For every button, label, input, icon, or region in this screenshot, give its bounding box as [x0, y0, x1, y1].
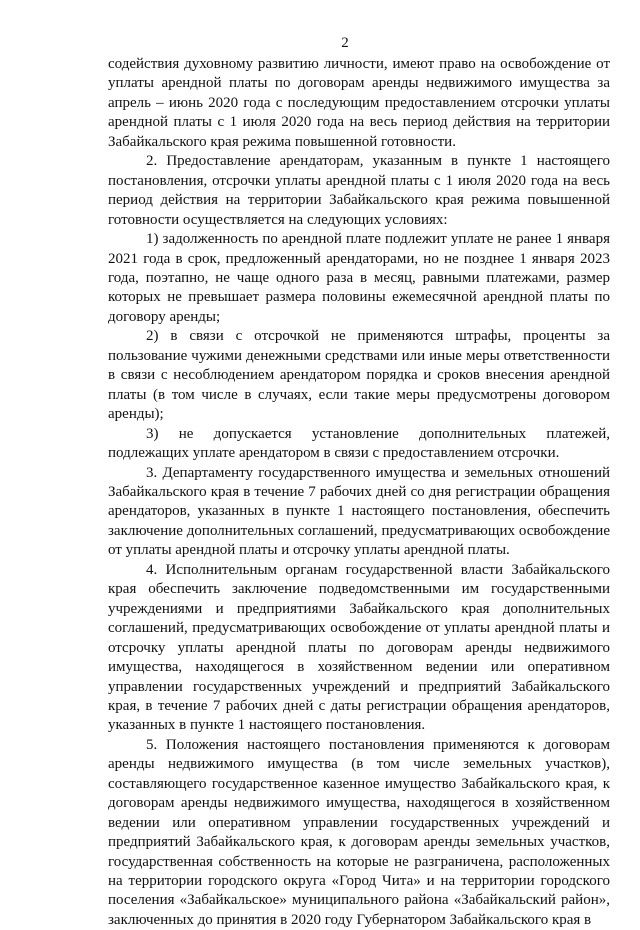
paragraph-subitem-3: 3) не допускается установление дополнительных платежей, подлежащих уплате арендатором в связи с предоставлением отсрочки.: [108, 425, 610, 462]
paragraph-item-4: 4. Исполнительным органам государственной власти Забайкальского края обеспечить заключение подведомственными им государственными учреждениями и предприятиями Забайкальского края дополнительных соглашений, предусматривающих освобождение от уплаты арендной платы и отсрочку уплаты арендной платы по договорам аренды недвижимого имущества, находящегося в хозяйственном ведении или оперативном управлении государственных учреждений и предприятий Забайкальского края, в течение 7 рабочих дней с даты регистрации обращения арендаторов, указанных в пункте 1 настоящего постановления.: [108, 561, 610, 734]
paragraph-subitem-1: 1) задолженность по арендной плате подлежит уплате не ранее 1 января 2021 года в срок, предложенный арендаторами, но не позднее 1 января 2023 года, поэтапно, не чаще одного раза в месяц, равными платежами, размер которых не превышает размера половины ежемесячной арендной платы по договору аренды;: [108, 231, 610, 325]
paragraph-item-2: 2. Предоставление арендаторам, указанным в пункте 1 настоящего постановления, отсрочки уплаты арендной платы с 1 июля 2020 года на весь период действия на территории Забайкальского края режима повышенной готовности осуществляется на следующих условиях:: [108, 153, 610, 228]
paragraph-item-3: 3. Департаменту государственного имущества и земельных отношений Забайкальского края в течение 7 рабочих дней со дня регистрации обращения арендаторов, указанных в пункте 1 настоящего постановления, обеспечить заключение дополнительных соглашений, предусматривающих освобождение от уплаты арендной платы и отсрочку уплаты арендной платы.: [108, 464, 610, 559]
page-number: 2: [341, 35, 349, 51]
paragraph-item-5: 5. Положения настоящего постановления применяются к договорам аренды недвижимого имущества (в том числе земельных участков), составляющего государственное казенное имущество Забайкальского края, к договорам аренды недвижимого имущества, находящегося в хозяйственном ведении или оперативном управлении государственных учреждений и предприятий Забайкальского края, к договорам аренды земельных участков, государственная собственность на которые не разграничена, расположенных на территории городского округа «Город Чита» и на территории городского поселения «Забайкальское» муниципального района «Забайкальский район», заключенных до принятия в 2020 году Губернатором Забайкальского края в: [108, 736, 610, 928]
paragraph-subitem-2: 2) в связи с отсрочкой не применяются штрафы, проценты за пользование чужими денежными средствами или иные меры ответственности в связи с несоблюдением арендатором порядка и сроков внесения арендной платы (в том числе в случаях, если такие меры предусмотрены договором аренды);: [108, 328, 610, 423]
paragraph-continuation: содействия духовному развитию личности, имеют право на освобождение от уплаты арендной платы по договорам аренды недвижимого имущества за апрель – июнь 2020 года с последующим предоставлением отсрочки уплаты арендной платы с 1 июля 2020 года на весь период действия на территории Забайкальского края режима повышенной готовности.: [108, 56, 610, 150]
